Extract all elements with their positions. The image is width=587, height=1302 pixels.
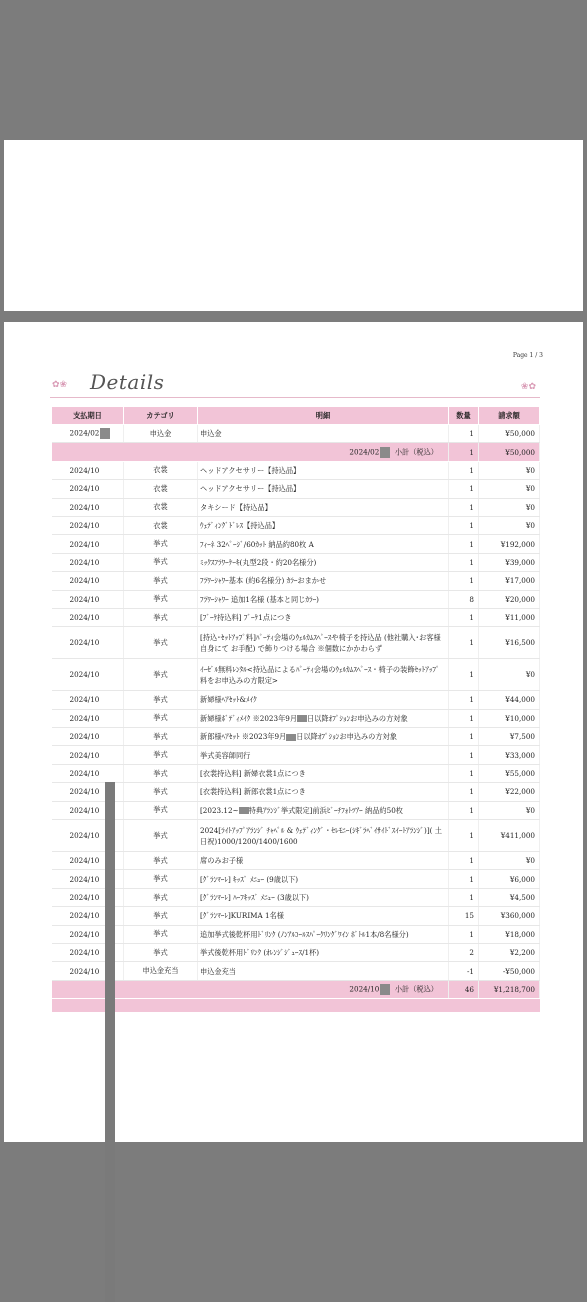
quantity-cell: 1 [449,764,479,782]
amount-cell: ¥2,200 [479,943,540,961]
description-cell: 席のみお子様 [198,852,449,870]
due-date-text: 2024/10 [69,539,100,549]
category-cell: 衣裳 [124,461,198,479]
due-date-cell [52,480,124,498]
description-cell: [衣裳持込料] 新郎衣裳1点につき [198,783,449,801]
description-cell: 挙式後乾杯用ﾄﾞﾘﾝｸ (ｵﾚﾝｼﾞｼﾞｭｰｽ/1杯) [198,943,449,961]
category-cell: 挙式 [124,572,198,590]
category-cell: 挙式 [124,709,198,727]
table-row [52,746,540,764]
due-date-text: 2024/10 [69,594,100,604]
description-cell: [2023.12~ 特典ｱﾗﾝｼﾞ挙式限定]前浜ﾋﾞｰﾁﾌｫﾄﾂｱｰ 納品約50枚 [198,801,449,819]
category-cell: 挙式 [124,870,198,888]
quantity-cell: 1 [449,461,479,479]
description-cell: 2024[ﾗｲﾄｱｯﾌﾟｱﾗﾝｼﾞ ﾁｬﾍﾟﾙ & ｳｪﾃﾞｨﾝｸﾞ・ｾﾚﾓﾆｰ(ｼｷﾞﾗﾍﾞｲｻｲﾄﾞｽｲｰﾄｱﾗﾝｼﾞ)]( 土日祝)1000/1200/1400/1600 [198,820,449,852]
category-cell: 挙式 [124,801,198,819]
category-cell: 衣裳 [124,516,198,534]
category-cell: 挙式 [124,728,198,746]
table-row [52,764,540,782]
due-date-cell [52,461,124,479]
quantity-cell: 1 [449,728,479,746]
redacted-block [100,428,110,439]
quantity-cell: 2 [449,943,479,961]
amount-cell: ¥44,000 [479,691,540,709]
page-number: Page 1 / 3 [512,352,543,359]
quantity-cell: 1 [449,709,479,727]
document-page [4,322,583,1142]
due-date-cell [52,590,124,608]
amount-cell: ¥11,000 [479,608,540,626]
due-date-text: 2024/10 [69,638,100,648]
due-date-text: 2024/10 [69,805,100,815]
due-date-cell [52,572,124,590]
table-row [52,943,540,961]
amount-cell: ¥0 [479,480,540,498]
due-date-text: 2024/10 [69,831,100,841]
rose-ornament-icon: ✿❀ [52,380,68,390]
category-cell: 挙式 [124,659,198,691]
table-row [52,709,540,727]
column-header: 支払期日 [52,407,124,425]
amount-cell: ¥50,000 [479,425,540,443]
description-cell: [ｸﾞﾗﾝﾏｰﾚ] ｷｯｽﾞ ﾒﾆｭｰ (9歳以下) [198,870,449,888]
table-row [52,691,540,709]
due-date-text: 2024/10 [69,484,100,494]
quantity-cell: 1 [449,553,479,571]
description-cell: 新婦様ﾍｱｾｯﾄ&ﾒｲｸ [198,691,449,709]
quantity-cell: 1 [449,801,479,819]
due-date-text: 2024/10 [69,695,100,705]
quantity-cell: 1 [449,535,479,553]
quantity-cell: 1 [449,608,479,626]
category-cell: 挙式 [124,691,198,709]
due-date-text: 2024/10 [69,576,100,586]
amount-cell: ¥0 [479,801,540,819]
category-cell: 挙式 [124,553,198,571]
table-row [52,498,540,516]
category-cell: 挙式 [124,608,198,626]
due-date-text: 2024/10 [69,893,100,902]
details-header [50,370,540,402]
quantity-cell: 1 [449,516,479,534]
due-date-text: 2024/02 [69,428,100,438]
category-cell: 挙式 [124,888,198,906]
category-cell: 申込金 [124,425,198,443]
amount-cell: ¥22,000 [479,783,540,801]
table-row [52,820,540,852]
category-cell: 挙式 [124,820,198,852]
description-cell: 挙式美容師同行 [198,746,449,764]
description-cell: 申込金充当 [198,962,449,980]
blank-page-above [4,140,583,311]
quantity-cell: 15 [449,907,479,925]
category-cell: 挙式 [124,783,198,801]
description-cell: [ｸﾞﾗﾝﾏｰﾚ] ﾊｰﾌｷｯｽﾞ ﾒﾆｭｰ (3歳以下) [198,888,449,906]
description-cell: 追加挙式後乾杯用ﾄﾞﾘﾝｸ (ﾉﾝｱﾙｺｰﾙｽﾊﾟｰｸﾘﾝｸﾞﾜｲﾝ ﾎﾞﾄﾙ1本/8名様分) [198,925,449,943]
table-row [52,535,540,553]
description-cell: ﾌｨｰﾈ 32ﾍﾟｰｼﾞ/60ｶｯﾄ 納品約80枚 A [198,535,449,553]
table-row [52,480,540,498]
amount-cell: ¥39,000 [479,553,540,571]
due-date-text: 2024/10 [69,769,100,779]
due-date-cell [52,516,124,534]
quantity-cell: 1 [449,925,479,943]
redacted-block [380,447,390,458]
category-cell: 衣裳 [124,480,198,498]
column-header: カテゴリ [124,407,198,425]
redacted-date-block [105,782,115,1302]
due-date-text: 2024/10 [69,929,100,939]
subtotal-label-cell [52,443,449,461]
quantity-cell: -1 [449,962,479,980]
amount-cell: ¥33,000 [479,746,540,764]
amount-cell: ¥10,000 [479,709,540,727]
table-row [52,461,540,479]
description-cell: 新郎様ﾍｱｾｯﾄ ※2023年9月 日以降ｵﾌﾟｼｮﾝお申込みの方対象 [198,728,449,746]
due-date-cell [52,728,124,746]
category-cell: 挙式 [124,943,198,961]
amount-cell: ¥0 [479,852,540,870]
subtotal-amount: ¥50,000 [479,443,540,461]
category-cell: 挙式 [124,535,198,553]
amount-cell: -¥50,000 [479,962,540,980]
amount-cell: ¥20,000 [479,590,540,608]
redacted-block [297,715,307,722]
due-date-text: 2024/10 [69,966,100,976]
table-row [52,962,540,980]
subtotal-quantity: 46 [449,980,479,998]
table-row [52,907,540,925]
due-date-cell [52,746,124,764]
quantity-cell: 1 [449,498,479,516]
table-row [52,425,540,443]
redacted-block [380,984,390,995]
category-cell: 申込金充当 [124,962,198,980]
redacted-block [239,807,249,814]
table-row [52,925,540,943]
details-title: Details [90,370,165,394]
due-date-text: 2024/10 [69,713,100,723]
table-header-row [52,407,540,425]
table-row [52,516,540,534]
amount-cell: ¥411,000 [479,820,540,852]
subtotal-date: 2024/02 [349,447,380,457]
due-date-text: 2024/10 [69,874,100,884]
description-cell: 新婦様ﾎﾞﾃﾞｨﾒｲｸ ※2023年9月 日以降ｵﾌﾟｼｮﾝお申込みの方対象 [198,709,449,727]
quantity-cell: 1 [449,783,479,801]
category-cell: 挙式 [124,852,198,870]
due-date-text: 2024/10 [69,557,100,567]
quantity-cell: 8 [449,590,479,608]
quantity-cell: 1 [449,425,479,443]
rose-ornament-icon: ❀✿ [520,382,536,392]
due-date-text: 2024/10 [69,750,100,760]
column-header: 明細 [198,407,449,425]
table-row [52,852,540,870]
due-date-text: 2024/10 [69,911,100,921]
amount-cell: ¥0 [479,461,540,479]
table-row [52,590,540,608]
amount-cell: ¥4,500 [479,888,540,906]
table-row [52,888,540,906]
description-cell: ヘッドアクセサリー【持込品】 [198,480,449,498]
due-date-text: 2024/10 [69,613,100,623]
quantity-cell: 1 [449,852,479,870]
amount-cell: ¥7,500 [479,728,540,746]
quantity-cell: 1 [449,888,479,906]
details-table [51,406,540,1012]
amount-cell: ¥0 [479,516,540,534]
description-cell: 申込金 [198,425,449,443]
due-date-text: 2024/10 [69,787,100,797]
due-date-cell [52,709,124,727]
description-cell: ﾌﾗﾜｰｼｬﾜｰ 追加1名様 (基本と同じｶﾗｰ) [198,590,449,608]
subtotal-amount: ¥1,218,700 [479,980,540,998]
description-cell: ﾌﾗﾜｰｼｬﾜｰ基本 (約6名様分) ｶﾗｰおまかせ [198,572,449,590]
due-date-cell [52,425,124,443]
due-date-cell [52,764,124,782]
description-cell: ｳｪﾃﾞｨﾝｸﾞﾄﾞﾚｽ【持込品】 [198,516,449,534]
subtotal-label: 小計（税込） [394,447,438,457]
amount-cell: ¥17,000 [479,572,540,590]
due-date-text: 2024/10 [69,732,100,742]
quantity-cell: 1 [449,659,479,691]
amount-cell: ¥18,000 [479,925,540,943]
table-row [52,783,540,801]
amount-cell: ¥0 [479,498,540,516]
due-date-cell [52,498,124,516]
table-row [52,659,540,691]
description-cell: [ﾌﾞｰｹ持込料] ﾌﾞｰｹ1点につき [198,608,449,626]
quantity-cell: 1 [449,820,479,852]
due-date-cell [52,608,124,626]
category-cell: 挙式 [124,907,198,925]
table-row [52,608,540,626]
category-cell: 挙式 [124,627,198,659]
table-row [52,801,540,819]
amount-cell: ¥0 [479,659,540,691]
description-cell: ヘッドアクセサリー【持込品】 [198,461,449,479]
due-date-cell [52,691,124,709]
table-row [52,870,540,888]
description-cell: ﾐｯｸｽﾌﾗﾜｰｹｰｷ(丸型2段・約20名様分) [198,553,449,571]
subtotal-date: 2024/10 [349,984,380,994]
category-cell: 衣裳 [124,498,198,516]
subtotal-label: 小計（税込） [394,984,438,994]
due-date-cell [52,627,124,659]
amount-cell: ¥192,000 [479,535,540,553]
due-date-cell [52,553,124,571]
due-date-text: 2024/10 [69,948,100,958]
column-header: 数量 [449,407,479,425]
amount-cell: ¥360,000 [479,907,540,925]
subtotal-row [52,980,540,998]
footer-band-cell [52,999,540,1013]
category-cell: 挙式 [124,590,198,608]
due-date-cell [52,535,124,553]
due-date-cell [52,659,124,691]
description-cell: [ｸﾞﾗﾝﾏｰﾚ]KURIMA 1名様 [198,907,449,925]
description-cell: タキシード【持込品】 [198,498,449,516]
due-date-text: 2024/10 [69,521,100,531]
header-divider [50,397,540,398]
subtotal-quantity: 1 [449,443,479,461]
redacted-block [286,734,296,741]
quantity-cell: 1 [449,572,479,590]
quantity-cell: 1 [449,480,479,498]
description-cell: [持込･ｾｯﾄｱｯﾌﾟ料]ﾊﾟｰﾃｨ会場のｳｪﾙｶﾑｽﾍﾟｰｽや椅子を持込品 (他社購入･お客様自身にて お手配) で飾りつける場合 ※個数にかかわらず [198,627,449,659]
table-row [52,553,540,571]
quantity-cell: 1 [449,746,479,764]
category-cell: 挙式 [124,764,198,782]
table-footer-band [52,999,540,1013]
table-row [52,728,540,746]
quantity-cell: 1 [449,870,479,888]
amount-cell: ¥16,500 [479,627,540,659]
amount-cell: ¥55,000 [479,764,540,782]
due-date-text: 2024/10 [69,502,100,512]
table-row [52,627,540,659]
description-cell: [衣裳持込料] 新婦衣裳1点につき [198,764,449,782]
column-header: 請求額 [479,407,540,425]
quantity-cell: 1 [449,691,479,709]
quantity-cell: 1 [449,627,479,659]
category-cell: 挙式 [124,925,198,943]
due-date-text: 2024/10 [69,465,100,475]
due-date-text: 2024/10 [69,670,100,680]
table-row [52,572,540,590]
subtotal-row [52,443,540,461]
category-cell: 挙式 [124,746,198,764]
description-cell: ｲｰｾﾞﾙ無料ﾚﾝﾀﾙ<持込品によるﾊﾟｰﾃｨ会場のｳｪﾙｶﾑｽﾍﾟｰｽ・椅子の装飾ｾｯﾄｱｯﾌﾟ 料をお申込みの方限定> [198,659,449,691]
due-date-text: 2024/10 [69,856,100,866]
amount-cell: ¥6,000 [479,870,540,888]
